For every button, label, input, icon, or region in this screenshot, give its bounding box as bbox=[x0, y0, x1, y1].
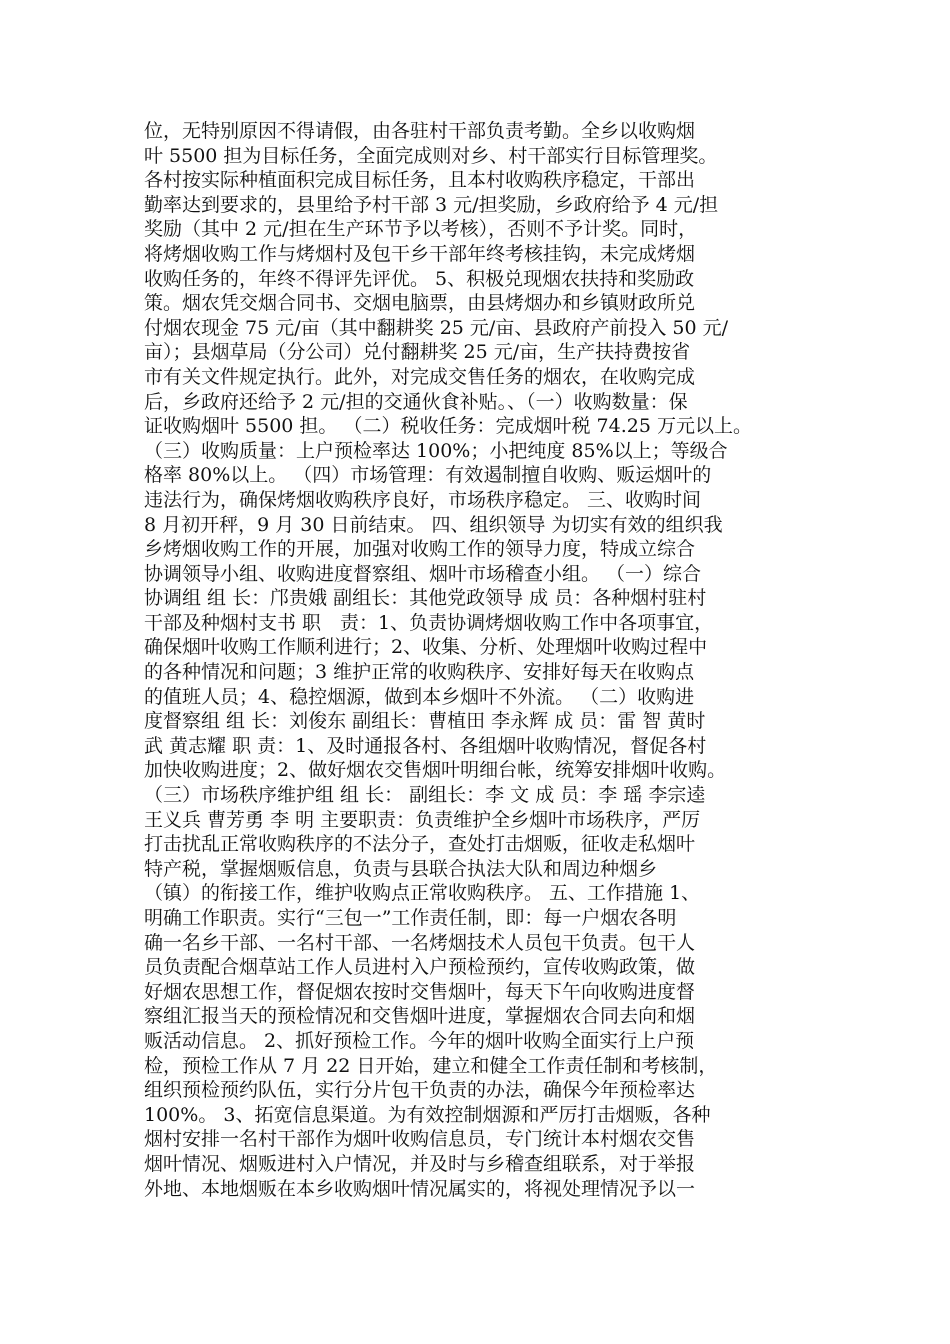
text-line: 策。烟农凭交烟合同书、交烟电脑票，由县烤烟办和乡镇财政所兑 bbox=[144, 292, 696, 315]
text-line: 勤率达到要求的，县里给予村干部 3 元/担奖励，乡政府给予 4 元/担 bbox=[144, 193, 719, 216]
text-line: 各村按实际种植面积完成目标任务，且本村收购秩序稳定，干部出 bbox=[144, 169, 696, 192]
text-line: 乡烤烟收购工作的开展，加强对收购工作的领导力度，特成立综合 bbox=[144, 538, 696, 561]
text-line: 组织预检预约队伍，实行分片包干负责的办法，确保今年预检率达 bbox=[144, 1079, 696, 1102]
text-line: 叶 5500 担为目标任务，全面完成则对乡、村干部实行目标管理奖。 bbox=[144, 144, 718, 167]
text-line: 100%。 3、拓宽信息渠道。为有效控制烟源和严厉打击烟贩，各种 bbox=[144, 1103, 711, 1126]
text-line: 证收购烟叶 5500 担。 （二）税收任务：完成烟叶税 74.25 万元以上。 bbox=[144, 415, 752, 438]
text-line: 武 黄志耀 职 责：1、及时通报各村、各组烟叶收购情况，督促各村 bbox=[144, 734, 707, 757]
text-line: （镇）的衔接工作，维护收购点正常收购秩序。 五、工作措施 1、 bbox=[144, 882, 701, 905]
text-line: 员负责配合烟草站工作人员进村入户预检预约，宣传收购政策，做 bbox=[144, 956, 696, 979]
text-line: 收购任务的，年终不得评先评优。 5、积极兑现烟农扶持和奖励政 bbox=[144, 267, 695, 290]
text-line: 位，无特别原因不得请假，由各驻村干部负责考勤。全乡以收购烟 bbox=[144, 120, 696, 142]
text-line: 协调领导小组、收购进度督察组、烟叶市场稽查小组。 （一）综合 bbox=[144, 562, 702, 585]
text-line: 奖励（其中 2 元/担在生产环节予以考核），否则不予计奖。同时， bbox=[144, 218, 698, 241]
text-line: 格率 80%以上。 （四）市场管理：有效遏制擅自收购、贩运烟叶的 bbox=[144, 464, 712, 487]
text-line: 干部及种烟村支书 职 责：1、负责协调烤烟收购工作中各项事宜， bbox=[144, 611, 714, 634]
text-line: 确保烟叶收购工作顺利进行；2、收集、分析、处理烟叶收购过程中 bbox=[144, 636, 708, 659]
text-line: 协调组 组 长：邝贵娥 副组长：其他党政领导 成 员：各种烟村驻村 bbox=[144, 587, 707, 610]
text-line: 打击扰乱正常收购秩序的不法分子，查处打击烟贩，征收走私烟叶 bbox=[144, 833, 696, 856]
text-line: 亩）；县烟草局（分公司）兑付翻耕奖 25 元/亩，生产扶持费按省 bbox=[144, 341, 691, 364]
text-line: 明确工作职责。实行“三包一”工作责任制，即：每一户烟农各明 bbox=[144, 907, 677, 929]
text-line: 的各种情况和问题；3 维护正常的收购秩序、安排好每天在收购点 bbox=[144, 661, 695, 684]
text-line: 市有关文件规定执行。此外，对完成交售任务的烟农，在收购完成 bbox=[144, 365, 696, 388]
text-line: 度督察组 组 长：刘俊东 副组长：曹植田 李永辉 成 员：雷 智 黄时 bbox=[144, 710, 706, 733]
text-line: 的值班人员；4、稳控烟源，做到本乡烟叶不外流。 （二）收购进 bbox=[144, 685, 695, 708]
text-line: 好烟农思想工作，督促烟农按时交售烟叶，每天下午向收购进度督 bbox=[144, 980, 696, 1003]
text-line: 特产税，掌握烟贩信息，负责与县联合执法大队和周边种烟乡 bbox=[144, 857, 658, 880]
text-line: 检，预检工作从 7 月 22 日开始，建立和健全工作责任制和考核制， bbox=[144, 1054, 718, 1077]
text-line: 确一名乡干部、一名村干部、一名烤烟技术人员包干负责。包干人 bbox=[144, 931, 696, 954]
text-line: 8 月初开秤，9 月 30 日前结束。 四、组织领导 为切实有效的组织我 bbox=[144, 513, 723, 536]
text-line: 加快收购进度；2、做好烟农交售烟叶明细台帐，统筹安排烟叶收购。 bbox=[144, 759, 727, 782]
text-line: （三）收购质量：上户预检率达 100%；小把纯度 85%以上；等级合 bbox=[144, 439, 728, 462]
text-line: 将烤烟收购工作与烤烟村及包干乡干部年终考核挂钩，未完成烤烟 bbox=[144, 242, 696, 265]
text-line: 烟村安排一名村干部作为烟叶收购信息员，专门统计本村烟农交售 bbox=[144, 1128, 696, 1151]
text-line: 付烟农现金 75 元/亩（其中翻耕奖 25 元/亩、县政府产前投入 50 元/ bbox=[144, 316, 728, 339]
text-line: 外地、本地烟贩在本乡收购烟叶情况属实的，将视处理情况予以一 bbox=[144, 1177, 696, 1200]
text-line: 王义兵 曹芳勇 李 明 主要职责：负责维护全乡烟叶市场秩序，严厉 bbox=[144, 808, 701, 831]
text-line: （三）市场秩序维护组 组 长： 副组长：李 文 成 员：李 瑶 李宗逵 bbox=[144, 784, 706, 807]
text-line: 烟叶情况、烟贩进村入户情况，并及时与乡稽查组联系，对于举报 bbox=[144, 1152, 696, 1175]
text-line: 后，乡政府还给予 2 元/担的交通伙食补贴。、（一）收购数量：保 bbox=[144, 390, 688, 413]
text-line: 违法行为，确保烤烟收购秩序良好，市场秩序稳定。 三、收购时间 bbox=[144, 488, 702, 511]
document-body bbox=[144, 119, 816, 1201]
text-line: 贩活动信息。 2、抓好预检工作。今年的烟叶收购全面实行上户预 bbox=[144, 1029, 695, 1052]
text-line: 察组汇报当天的预检情况和交售烟叶进度，掌握烟农合同去向和烟 bbox=[144, 1005, 696, 1028]
